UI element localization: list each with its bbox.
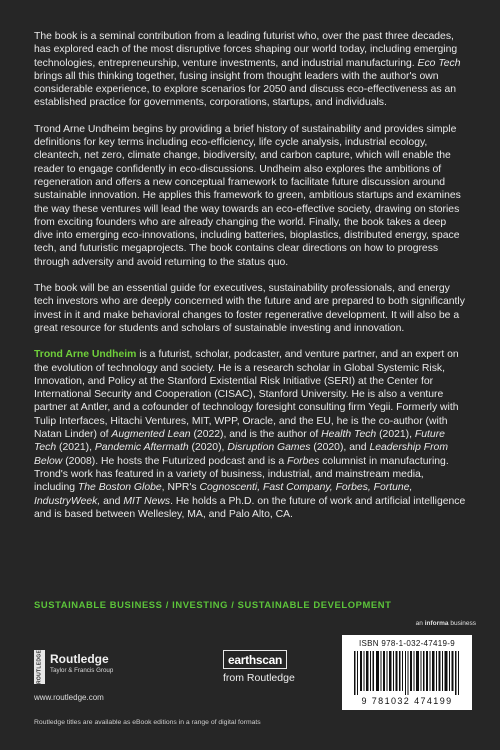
subject-categories: SUSTAINABLE BUSINESS / INVESTING / SUSTAINABLE DEVELOPMENT [34, 599, 392, 610]
isbn-label: ISBN 978-1-032-47419-9 [359, 639, 455, 648]
book-title-italic: Eco Tech [417, 57, 461, 69]
bio-text: (2008). He hosts the Futurized podcast and is a [65, 455, 285, 467]
bio-title: Cognoscenti, Fast Company, Forbes, Fortune, IndustryWeek, [34, 482, 413, 507]
publisher-group: Taylor & Francis Group [50, 667, 114, 674]
bio-text: and [103, 495, 121, 507]
bio-text: is a futurist, scholar, podcaster, and venture partner, and an expert on the evolution of technology and society. He is a research scholar in Global Systemic Risk, Innovation, and Policy at the Stanford Existential Risk Initiative (SERI) at the Center for International Security and Cooperation (CISAC), Stanford University. He is also a venture partner at Antler, and a cofounder of technology foresight consulting firm Yegii. Formerly with Tulip Interfaces, Hitachi Ventures, MIT, WPP, Oracle, and the EU, he is the co-author (with Natan Linder) of [34, 349, 459, 441]
author-bio [34, 348, 466, 521]
author-name: Trond Arne Undheim [34, 349, 137, 361]
blurb-text: The book is a seminal contribution from a leading futurist who, over the past three decades, has explored each of the most disruptive forces shaping our world today, including emerging technologies, entrepreneurship, venture investments, and industrial manufacturing. [34, 31, 458, 69]
earthscan-logo [223, 650, 318, 684]
blurb-paragraph-2: Trond Arne Undheim begins by providing a brief history of sustainability and provides simple definitions for key terms including eco-efficiency, life cycle analysis, industrial ecology, cleantech, net zero, climate change, biodiversity, and carbon capture, which will enable the reader to engage confidently in eco-discussions. Undheim also explores the ambitions of regeneration and offers a new conceptual framework to facilitate future discussion around sustainable innovation. He applies this framework to green, ambitious startups and examines the way these ventures will lead the way towards an eco-effective society, drawing on stories from exciting founders who are already changing the world. Finally, the book takes a deep dive into emerging eco-innovations, including batteries, bioplastics, distributed energy, space tech, and futuristic megaprojects. The book contains clear directions on how to progress through adversity and avoid returning to the status quo. [34, 123, 461, 268]
bio-title: Augmented Lean [111, 429, 191, 441]
bio-text: (2021), [379, 429, 413, 441]
earthscan-from: from Routledge [223, 672, 295, 684]
publisher-url[interactable]: www.routledge.com [34, 693, 104, 702]
bio-title: Health Tech [321, 429, 377, 441]
bio-title: Future Tech [34, 429, 445, 454]
barcode-icon [354, 651, 462, 695]
bio-title: Disruption Games [227, 442, 311, 454]
bio-text: . He holds a Ph.D. on the future of work and artificial intelligence and is based between Wellesley, MA, and Palo Alto, CA. [34, 495, 466, 520]
routledge-mark-icon: ROUTLEDGE [34, 650, 45, 684]
bio-title: Pandemic Aftermath [94, 442, 189, 454]
bio-text: (2021), [59, 442, 92, 454]
bio-text: (2020), and [313, 442, 367, 454]
bio-title: Leadership From Below [34, 442, 448, 467]
ebook-note: Routledge titles are available as eBook editions in a range of digital formats [34, 719, 261, 726]
informa-pre: an [415, 620, 423, 627]
publisher-name: Routledge [50, 652, 109, 666]
earthscan-wordmark: earthscan [223, 650, 287, 669]
blurb-paragraph-3: The book will be an essential guide for executives, sustainability professionals, and energy tech investors who are deeply concerned with the future and are prepared to both significantly invest in it and make behavioral changes to foster regenerative development. It will also be a great resource for students and scholars of sustainable investing and innovation. [34, 283, 465, 334]
bio-title: MIT News [123, 495, 171, 507]
blurb-text: brings all this thinking together, fusing insight from thought leaders with the author's own considerable experience, to explore scenarios for 2050 and discuss eco-effectiveness as an established practice for governments, corporations, startups, and individuals. [34, 70, 457, 109]
isbn-barcode [342, 635, 472, 710]
bio-text: (2022), and is the author of [193, 429, 319, 441]
blurb-paragraph-1 [34, 30, 466, 110]
barcode-digits: 9 781032 474199 [361, 696, 453, 706]
informa-brand: informa [424, 620, 449, 627]
bio-text: columnist in manufacturing. Trond's work has featured in a variety of business, industrial, and mainstream media, including [34, 455, 449, 494]
informa-business-label [416, 620, 476, 627]
bio-text: (2020), [191, 442, 225, 454]
back-cover-text [34, 30, 466, 534]
bio-title: The Boston Globe [77, 482, 162, 494]
bio-title: Forbes [287, 455, 320, 467]
informa-post: business [450, 620, 476, 627]
bio-text: , NPR's [161, 482, 197, 494]
